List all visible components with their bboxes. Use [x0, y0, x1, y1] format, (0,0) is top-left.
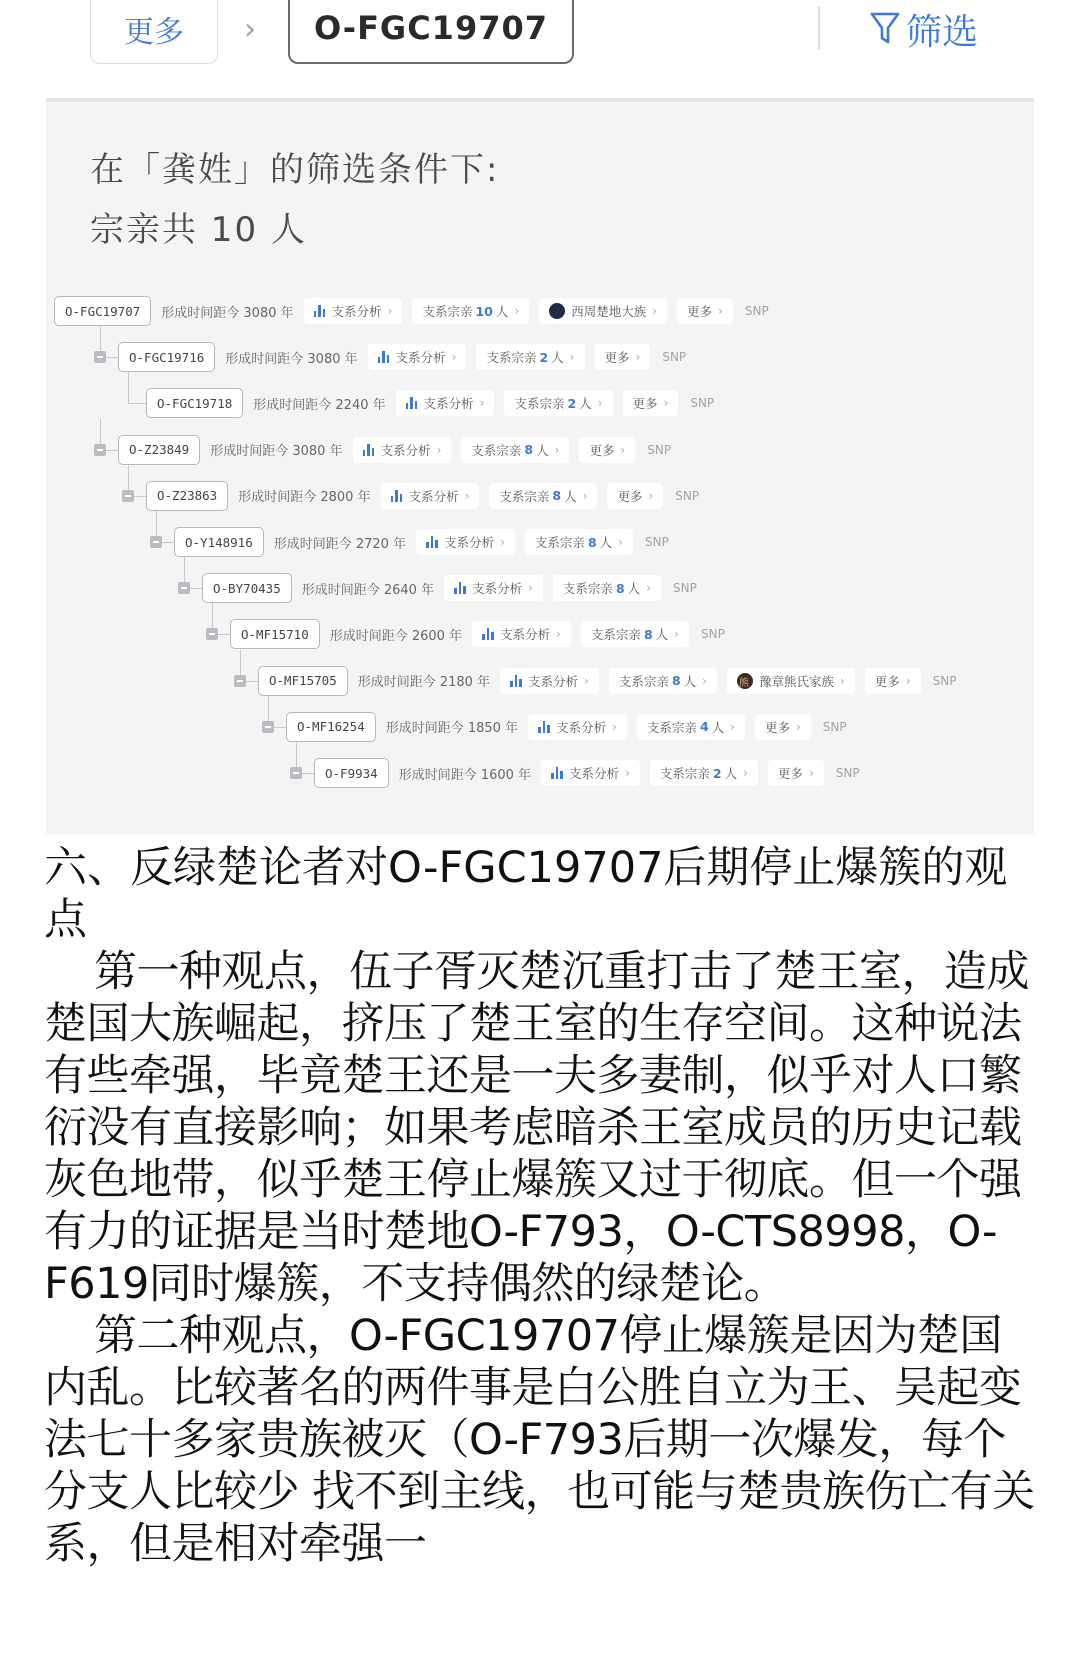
tree-row — [146, 386, 714, 420]
kin-unit: 人 — [564, 488, 577, 504]
formation-age: 形成时间距今 2800 年 — [238, 490, 371, 506]
filter-label: 筛选 — [906, 11, 979, 53]
more-label: 更多 — [874, 673, 900, 689]
kin-count: 8 — [615, 580, 625, 596]
bar-chart-icon — [510, 675, 522, 687]
chevron-right-icon: › — [663, 396, 669, 411]
haplogroup-node[interactable]: O-MF15705 — [258, 666, 348, 696]
chevron-right-icon: › — [905, 673, 911, 688]
branch-analysis-button[interactable] — [541, 760, 640, 786]
chevron-right-icon: › — [646, 581, 651, 596]
kin-unit: 人 — [495, 304, 509, 319]
more-label: 更多 — [687, 304, 713, 319]
collapse-toggle[interactable] — [94, 444, 106, 456]
more-button[interactable] — [595, 344, 651, 370]
tree-connector — [128, 403, 146, 404]
chevron-right-icon: › — [718, 304, 723, 318]
chevron-right-icon: › — [451, 350, 457, 365]
branch-analysis-button[interactable] — [444, 575, 543, 601]
tree-row — [230, 617, 725, 651]
bar-chart-icon — [314, 305, 326, 317]
kin-unit: 人 — [599, 535, 613, 550]
snp-link[interactable]: SNP — [662, 350, 687, 365]
divider — [818, 6, 820, 50]
kin-unit: 人 — [724, 766, 738, 781]
formation-age: 形成时间距今 1850 年 — [385, 721, 519, 737]
more-button[interactable] — [623, 390, 679, 416]
branch-analysis-label: 支系分析 — [331, 304, 382, 319]
clan-avatar-icon — [737, 673, 753, 689]
kin-count: 2 — [712, 765, 722, 781]
snp-link[interactable]: SNP — [932, 673, 957, 688]
more-label: 更多 — [764, 719, 790, 735]
branch-analysis-label: 支系分析 — [569, 766, 620, 781]
more-button[interactable] — [677, 298, 733, 324]
collapse-toggle[interactable] — [150, 536, 162, 548]
filter-condition-text: 在「龚姓」的筛选条件下: — [90, 150, 500, 190]
branch-analysis-button[interactable] — [528, 714, 627, 740]
chevron-right-icon: › — [387, 304, 393, 318]
chevron-right-icon: › — [808, 766, 814, 780]
bar-chart-icon — [538, 721, 550, 733]
collapse-toggle[interactable] — [178, 582, 190, 594]
chevron-right-icon: › — [620, 442, 626, 457]
chevron-right-icon: › — [702, 673, 707, 688]
kin-label: 支系宗亲 — [659, 766, 710, 781]
kin-count: 8 — [587, 534, 597, 550]
formation-age: 形成时间距今 2600 年 — [329, 628, 463, 644]
kin-unit: 人 — [711, 719, 725, 735]
kin-count: 8 — [524, 442, 534, 458]
branch-analysis-label: 支系分析 — [472, 581, 523, 597]
kin-count: 10 — [475, 303, 493, 319]
chevron-right-icon: › — [554, 442, 560, 457]
branch-analysis-button[interactable] — [500, 668, 599, 694]
branch-kin-button[interactable] — [489, 483, 597, 509]
chevron-right-icon: › — [514, 304, 520, 318]
kin-count-text: 宗亲共 10 人 — [90, 210, 307, 250]
chevron-right-icon: › — [597, 396, 603, 411]
snp-link[interactable]: SNP — [744, 304, 769, 318]
branch-analysis-button[interactable] — [416, 529, 515, 555]
collapse-toggle[interactable] — [206, 628, 218, 640]
collapse-toggle[interactable] — [94, 351, 106, 363]
snp-link[interactable]: SNP — [675, 488, 700, 503]
kin-label: 支系宗亲 — [590, 627, 641, 643]
haplogroup-node[interactable]: O-MF16254 — [286, 712, 376, 742]
tree-row — [286, 710, 847, 744]
snp-link[interactable]: SNP — [644, 535, 669, 549]
branch-analysis-label: 支系分析 — [444, 535, 495, 550]
chevron-right-icon: › — [618, 535, 623, 549]
branch-analysis-label: 支系分析 — [395, 350, 446, 366]
chevron-right-icon: › — [625, 766, 630, 780]
chevron-right-icon: › — [674, 627, 679, 642]
kin-label: 支系宗亲 — [422, 304, 473, 319]
chevron-right-icon: › — [635, 350, 641, 365]
chevron-right-icon: › — [730, 719, 735, 734]
chevron-right-icon: › — [743, 766, 748, 780]
clan-label: 豫章熊氏家族 — [758, 673, 834, 689]
kin-count: 4 — [699, 719, 709, 735]
snp-link[interactable]: SNP — [672, 581, 697, 596]
haplogroup-node[interactable]: O-FGC19707 — [54, 296, 151, 326]
formation-age: 形成时间距今 3080 年 — [225, 351, 358, 367]
chevron-right-icon: › — [464, 488, 470, 503]
branch-analysis-label: 支系分析 — [423, 396, 474, 412]
chevron-right-icon: › — [648, 488, 654, 503]
kin-count: 8 — [643, 626, 653, 642]
chevron-right-icon: › — [556, 627, 561, 642]
formation-age: 形成时间距今 2640 年 — [301, 582, 435, 598]
chevron-right-icon: › — [436, 442, 442, 457]
haplogroup-node[interactable]: O-Y148916 — [174, 527, 264, 557]
branch-analysis-button[interactable] — [353, 437, 452, 463]
branch-kin-button[interactable] — [609, 668, 717, 694]
snp-link[interactable]: SNP — [822, 719, 847, 734]
bar-chart-icon — [378, 351, 390, 363]
chevron-right-icon: › — [795, 719, 801, 734]
more-button[interactable] — [768, 760, 824, 786]
collapse-toggle[interactable] — [290, 767, 302, 779]
bar-chart-icon — [426, 536, 438, 548]
collapse-toggle[interactable] — [234, 675, 246, 687]
kin-unit: 人 — [627, 581, 641, 597]
clan-button[interactable] — [727, 668, 855, 694]
branch-analysis-button[interactable] — [304, 298, 403, 324]
kin-count: 2 — [567, 395, 577, 411]
chevron-right-icon: › — [500, 535, 505, 549]
clan-button[interactable] — [539, 298, 667, 324]
more-label: 更多 — [632, 396, 658, 412]
clan-label: 西周楚地大族 — [571, 304, 647, 319]
more-label: 更多 — [589, 442, 615, 458]
chevron-right-icon: › — [839, 673, 845, 688]
chevron-right-icon: › — [569, 350, 575, 365]
branch-kin-button[interactable] — [476, 344, 584, 370]
article-body — [44, 842, 1044, 1570]
breadcrumb-current-haplogroup[interactable]: O-FGC19707 — [288, 0, 574, 64]
haplogroup-node[interactable]: O-F9934 — [314, 758, 389, 788]
tree-row — [174, 525, 669, 559]
haplogroup-node[interactable]: O-MF15710 — [230, 619, 320, 649]
more-label: 更多 — [617, 488, 643, 504]
formation-age: 形成时间距今 3080 年 — [210, 444, 343, 460]
kin-count: 2 — [539, 349, 549, 365]
filter-button[interactable] — [870, 4, 978, 54]
snp-link[interactable]: SNP — [690, 396, 715, 411]
more-button[interactable] — [865, 668, 921, 694]
branch-kin-button[interactable] — [637, 714, 745, 740]
kin-unit: 人 — [579, 396, 592, 412]
kin-count: 8 — [552, 488, 562, 504]
breadcrumb-more-button[interactable]: 更多 — [90, 0, 218, 64]
clan-avatar-icon — [549, 303, 565, 319]
kin-label: 支系宗亲 — [499, 488, 550, 504]
haplogroup-node[interactable]: O-Z23849 — [118, 435, 200, 465]
branch-analysis-button[interactable] — [381, 483, 480, 509]
kin-label: 支系宗亲 — [562, 581, 613, 597]
more-button[interactable] — [607, 483, 663, 509]
chevron-right-icon: › — [584, 673, 589, 688]
kin-unit: 人 — [536, 442, 549, 458]
haplogroup-node[interactable]: O-Z23863 — [146, 481, 228, 511]
snp-link[interactable]: SNP — [647, 442, 672, 457]
branch-analysis-button[interactable] — [396, 390, 495, 416]
kin-label: 支系宗亲 — [646, 719, 697, 735]
kin-label: 支系宗亲 — [486, 350, 537, 366]
kin-label: 支系宗亲 — [471, 442, 522, 458]
kin-unit: 人 — [683, 673, 697, 689]
tree-row — [146, 479, 699, 513]
lineage-panel — [46, 98, 1034, 834]
tree-row — [118, 433, 671, 467]
paragraph-1: 第一种观点，伍子胥灭楚沉重打击了楚王室，造成楚国大族崛起，挤压了楚王室的生存空间。这种说法有些牵强，毕竟楚王还是一夫多妻制，似乎对人口繁衍没有直接影响；如果考虑暗杀王室成员的历史记载灰色地带，似乎楚王停止爆簇又过于彻底。但一个强有力的证据是当时楚地O-F793，O-CTS8998，O-F619同时爆簇，不支持偶然的绿楚论。 — [44, 947, 1029, 1309]
haplogroup-tree — [46, 102, 1034, 838]
more-button[interactable] — [755, 714, 811, 740]
bar-chart-icon — [482, 628, 494, 640]
snp-link[interactable]: SNP — [700, 627, 725, 642]
branch-kin-button[interactable] — [650, 760, 758, 786]
branch-kin-button[interactable] — [581, 621, 689, 647]
kin-unit: 人 — [551, 350, 564, 366]
branch-analysis-button[interactable] — [368, 344, 467, 370]
chevron-right-icon: › — [612, 719, 617, 734]
kin-label: 支系宗亲 — [534, 535, 585, 550]
bar-chart-icon — [406, 397, 418, 409]
formation-age: 形成时间距今 2180 年 — [357, 675, 491, 691]
tree-row — [258, 664, 956, 698]
breadcrumb-bar — [0, 0, 1080, 70]
formation-age: 形成时间距今 1600 年 — [398, 767, 532, 783]
kin-unit: 人 — [655, 627, 669, 643]
funnel-icon — [870, 11, 900, 47]
bar-chart-icon — [363, 444, 375, 456]
branch-analysis-label: 支系分析 — [556, 719, 607, 735]
formation-age: 形成时间距今 3080 年 — [161, 305, 294, 321]
paragraph-2: 第二种观点，O-FGC19707停止爆簇是因为楚国内乱。比较著名的两件事是白公胜自立为王、吴起变法七十多家贵族被灭（O-F793后期一次爆发，每个分支人比较少 找不到主线，也可能与楚贵族伤亡有关系，但是相对牵强一 — [44, 1311, 1035, 1569]
branch-analysis-label: 支系分析 — [380, 442, 431, 458]
formation-age: 形成时间距今 2240 年 — [253, 397, 386, 413]
tree-row — [118, 340, 686, 374]
branch-analysis-label: 支系分析 — [500, 627, 551, 643]
more-label: 更多 — [777, 766, 803, 781]
branch-kin-button[interactable] — [412, 298, 529, 324]
tree-row — [54, 294, 769, 328]
haplogroup-node[interactable]: O-FGC19718 — [146, 388, 243, 418]
branch-kin-button[interactable] — [553, 575, 661, 601]
tree-row — [314, 756, 860, 790]
chevron-right-icon: › — [479, 396, 485, 411]
bar-chart-icon — [454, 582, 466, 594]
branch-analysis-button[interactable] — [472, 621, 571, 647]
haplogroup-node[interactable]: O-FGC19716 — [118, 342, 215, 372]
chevron-right-icon: › — [652, 304, 658, 318]
bar-chart-icon — [551, 767, 563, 779]
more-button[interactable] — [579, 437, 635, 463]
collapse-toggle[interactable] — [122, 490, 134, 502]
kin-count: 8 — [671, 673, 681, 689]
chevron-right-icon: › — [244, 12, 256, 47]
bar-chart-icon — [391, 490, 403, 502]
kin-label: 支系宗亲 — [618, 673, 669, 689]
chevron-right-icon: › — [528, 581, 533, 596]
tree-connector — [128, 372, 129, 403]
collapse-toggle[interactable] — [262, 721, 274, 733]
section-heading: 六、反绿楚论者对O-FGC19707后期停止爆簇的观点 — [44, 843, 1008, 945]
snp-link[interactable]: SNP — [835, 766, 860, 780]
formation-age: 形成时间距今 2720 年 — [273, 536, 407, 552]
kin-label: 支系宗亲 — [514, 396, 565, 412]
tree-row — [202, 571, 697, 605]
branch-kin-button[interactable] — [461, 437, 569, 463]
branch-analysis-label: 支系分析 — [528, 673, 579, 689]
chevron-right-icon: › — [582, 488, 588, 503]
branch-analysis-label: 支系分析 — [408, 488, 459, 504]
haplogroup-node[interactable]: O-BY70435 — [202, 573, 292, 603]
more-label: 更多 — [604, 350, 630, 366]
branch-kin-button[interactable] — [504, 390, 612, 416]
branch-kin-button[interactable] — [525, 529, 633, 555]
